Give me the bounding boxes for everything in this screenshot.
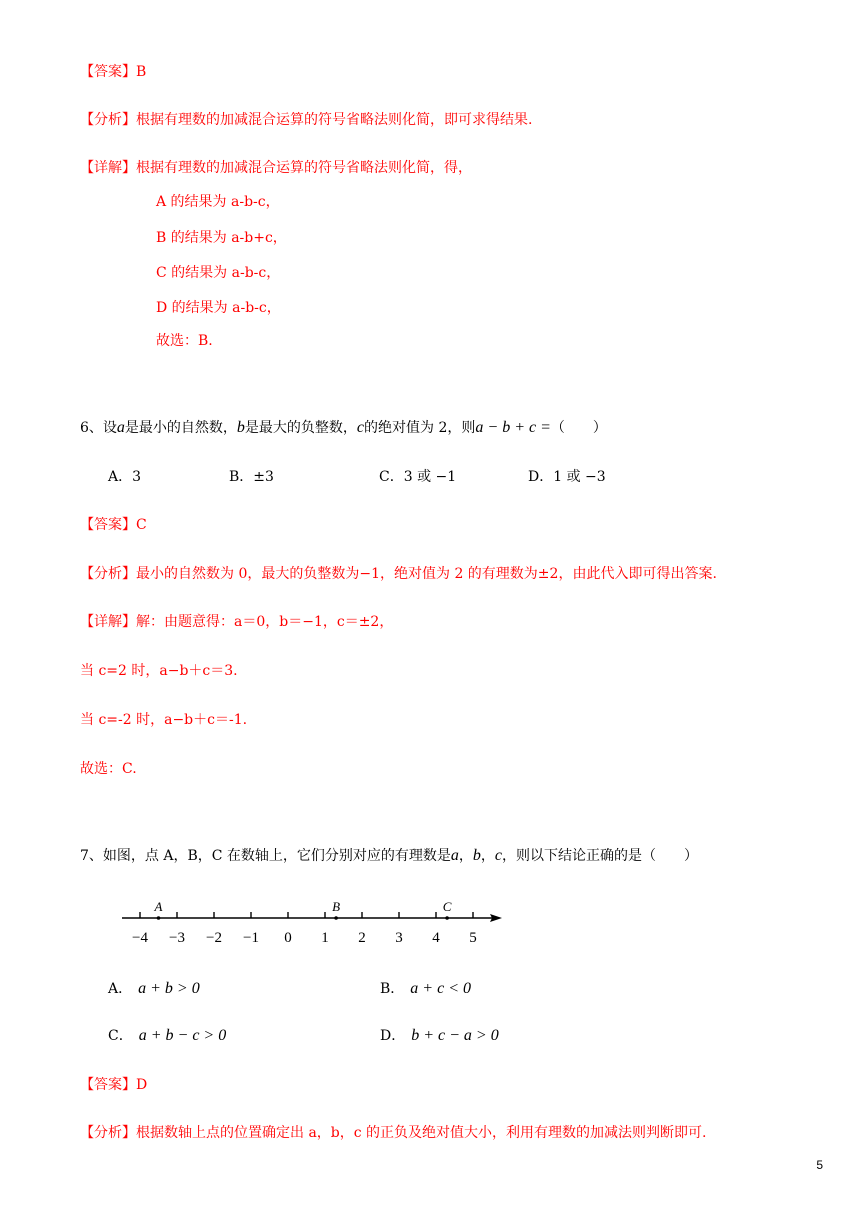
number-line-point: [157, 916, 161, 920]
q7-var-c: c: [494, 847, 503, 864]
q6-option-a-value: 3: [132, 469, 142, 485]
q7-sep2: ，: [480, 848, 495, 864]
number-line-point-label: C: [442, 899, 452, 914]
q7-option-a-label: A．: [108, 981, 133, 997]
q5-step-a: A 的结果为 a-b-c，: [156, 194, 280, 210]
q7-option-b-expr: a + c < 0: [410, 980, 471, 997]
q7-var-b: b: [472, 847, 481, 864]
q6-option-a-label: A．: [108, 469, 133, 485]
q6-stem-mid2: 是最大的负整数，: [244, 420, 357, 436]
q6-detail: 【详解】解：由题意得：a＝0，b＝−1，c＝±2，: [80, 614, 394, 630]
q6-stem: [80, 418, 607, 438]
page-number: 5: [816, 1158, 823, 1172]
q6-option-c-value: 3 或 −1: [403, 469, 457, 485]
q7-stem-prefix: 7、如图，点 A，B，C 在数轴上，它们分别对应的有理数是: [80, 848, 451, 864]
q6-var-b: b: [236, 419, 245, 436]
q7-option-d: [380, 1026, 499, 1046]
q6-paren: （ ）: [550, 420, 607, 436]
q7-option-c-label: C．: [108, 1028, 133, 1044]
q6-option-d-label: D．: [528, 469, 554, 485]
q7-analysis: 【分析】根据数轴上点的位置确定出 a，b，c 的正负及绝对值大小，利用有理数的加减法则判断即可.: [80, 1125, 707, 1141]
q7-stem-suffix: ，则以下结论正确的是（ ）: [502, 848, 699, 864]
q6-option-a: [108, 467, 141, 487]
q7-var-a: a: [450, 847, 459, 864]
number-line-tick-label: −4: [132, 930, 148, 946]
q6-var-c: c: [356, 419, 365, 436]
q5-analysis: 【分析】根据有理数的加减混合运算的符号省略法则化简，即可求得结果.: [80, 112, 533, 128]
number-line-point-label: A: [154, 899, 163, 914]
number-line-tick-label: −1: [243, 930, 259, 946]
q6-stem-prefix: 6、设: [80, 420, 117, 436]
number-line-tick-label: −3: [169, 930, 185, 946]
q6-option-b: [229, 467, 274, 487]
q7-option-b-label: B．: [380, 981, 405, 997]
number-line-tick-label: 5: [469, 930, 477, 946]
q6-stem-mid3: 的绝对值为 2，则: [364, 420, 476, 436]
q6-option-c-label: C．: [379, 469, 404, 485]
q6-expression: a − b + c =: [475, 419, 551, 436]
q6-stem-mid1: 是最小的自然数，: [124, 420, 237, 436]
q5-step-d: D 的结果为 a-b-c，: [156, 300, 281, 316]
number-line-point-label: B: [332, 899, 341, 914]
q6-option-b-value: ±3: [253, 469, 274, 485]
number-line-tick-label: 0: [284, 930, 292, 946]
number-line-tick-label: 3: [395, 930, 403, 946]
q6-option-d-value: 1 或 −3: [553, 469, 606, 485]
q6-final: 故选：C.: [80, 761, 137, 777]
q7-option-b: [380, 979, 471, 999]
q7-sep1: ，: [458, 848, 473, 864]
q6-case1: 当 c=2 时，a−b＋c＝3.: [80, 663, 238, 679]
q7-stem: [80, 846, 698, 866]
q5-final: 故选：B.: [156, 333, 213, 349]
q6-option-b-label: B．: [229, 469, 254, 485]
q6-var-a: a: [116, 419, 125, 436]
number-line: [110, 893, 510, 953]
q7-option-a-expr: a + b > 0: [138, 980, 200, 997]
q7-option-c-expr: a + b − c > 0: [138, 1027, 227, 1044]
q5-step-c: C 的结果为 a-b-c，: [156, 265, 281, 281]
number-line-point: [334, 916, 338, 920]
number-line-tick-label: −2: [206, 930, 222, 946]
q6-analysis: 【分析】最小的自然数为 0，最大的负整数为−1，绝对值为 2 的有理数为±2，由此代入即可得出答案.: [80, 566, 717, 582]
q7-option-d-expr: b + c − a > 0: [411, 1027, 499, 1044]
q7-answer: 【答案】D: [80, 1077, 148, 1093]
q7-option-c: [108, 1026, 226, 1046]
q7-option-a: [108, 979, 200, 999]
q5-detail: 【详解】根据有理数的加减混合运算的符号省略法则化简，得，: [80, 160, 472, 176]
q6-answer: 【答案】C: [80, 517, 147, 533]
number-line-tick-label: 2: [358, 930, 366, 946]
q6-option-d: [528, 467, 606, 487]
q6-option-c: [379, 467, 456, 487]
q7-option-d-label: D．: [380, 1028, 406, 1044]
q5-answer: 【答案】B: [80, 64, 147, 80]
number-line-tick-label: 1: [321, 930, 329, 946]
number-line-tick-label: 4: [432, 930, 440, 946]
number-line-point: [445, 916, 449, 920]
q6-case2: 当 c=-2 时，a−b＋c＝-1.: [80, 712, 248, 728]
q5-step-b: B 的结果为 a-b+c，: [156, 230, 287, 246]
